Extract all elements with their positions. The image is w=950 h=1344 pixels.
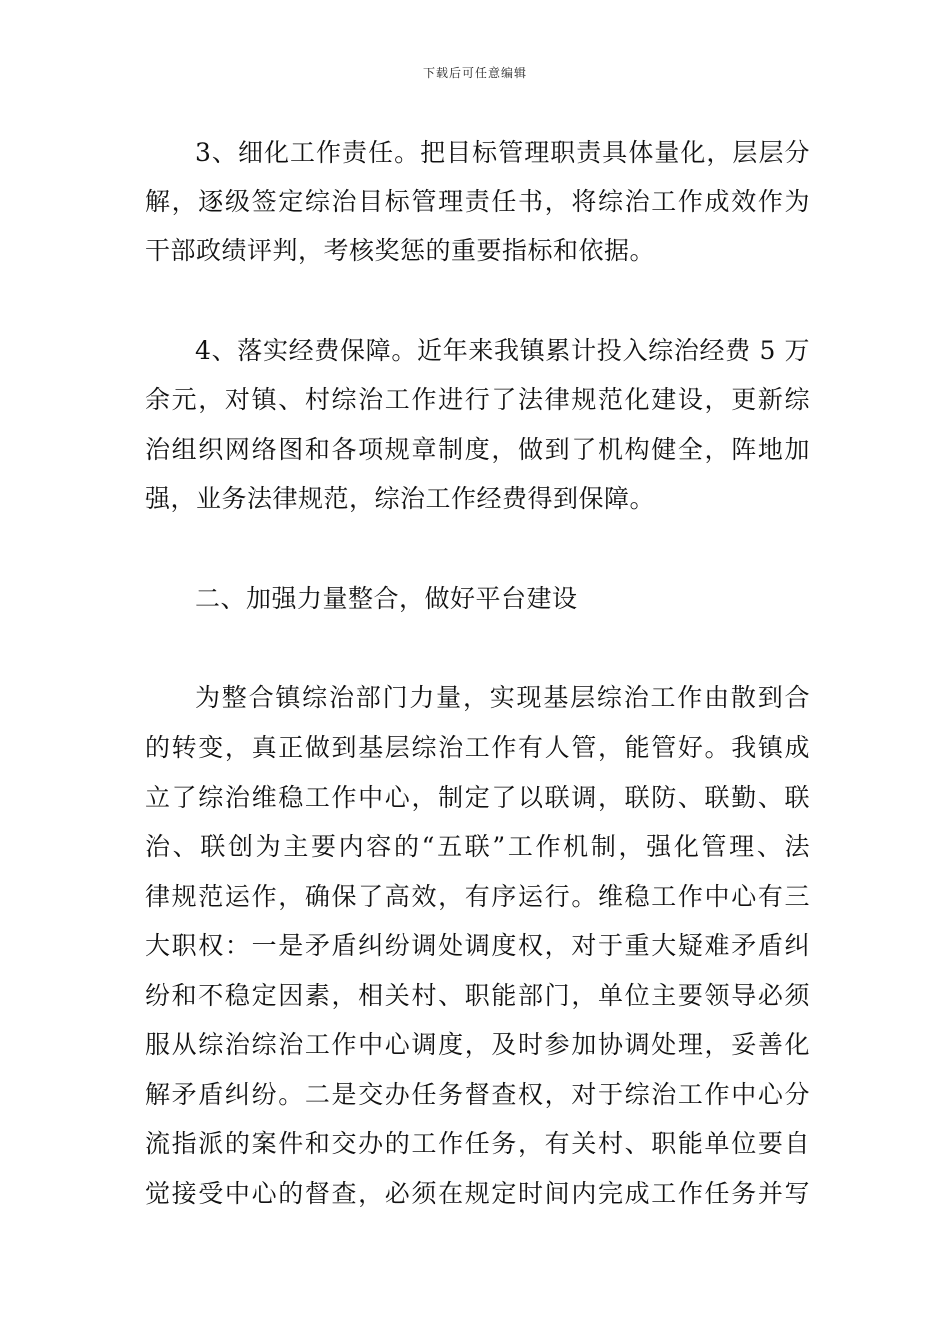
text-line: 服从综治综治工作中心调度，及时参加协调处理，妥善化 bbox=[145, 1030, 810, 1059]
text-line: 余元，对镇、村综治工作进行了法律规范化建设，更新综 bbox=[145, 385, 810, 414]
text-line: 为整合镇综治部门力量，实现基层综治工作由散到合 bbox=[195, 683, 810, 712]
page-header: 下载后可任意编辑 bbox=[422, 66, 527, 80]
text-line: 觉接受中心的督查，必须在规定时间内完成工作任务并写 bbox=[145, 1179, 810, 1208]
text-line: 立了综治维稳工作中心，制定了以联调，联防、联勤、联 bbox=[145, 783, 810, 812]
text-line: 大职权：一是矛盾纠纷调处调度权，对于重大疑难矛盾纠 bbox=[145, 931, 810, 960]
text-line: 治、联创为主要内容的“五联”工作机制，强化管理、法 bbox=[145, 832, 810, 861]
text-line: 3、细化工作责任。把目标管理职责具体量化，层层分 bbox=[195, 138, 810, 167]
text-line: 流指派的案件和交办的工作任务，有关村、职能单位要自 bbox=[145, 1129, 810, 1158]
section-heading: 二、加强力量整合，做好平台建设 bbox=[195, 584, 578, 613]
text-line: 解，逐级签定综治目标管理责任书，将综治工作成效作为 bbox=[145, 187, 810, 216]
text-line: 干部政绩评判，考核奖惩的重要指标和依据。 bbox=[145, 236, 656, 265]
text-line: 治组织网络图和各项规章制度，做到了机构健全，阵地加 bbox=[145, 435, 810, 464]
text-line: 纷和不稳定因素，相关村、职能部门，单位主要领导必须 bbox=[145, 981, 810, 1010]
text-line: 的转变，真正做到基层综治工作有人管，能管好。我镇成 bbox=[145, 733, 810, 762]
text-line: 4、落实经费保障。近年来我镇累计投入综治经费 5 万 bbox=[195, 336, 810, 365]
text-line: 强，业务法律规范，综治工作经费得到保障。 bbox=[145, 484, 656, 513]
text-line: 律规范运作，确保了高效，有序运行。维稳工作中心有三 bbox=[145, 882, 810, 911]
text-line: 解矛盾纠纷。二是交办任务督查权，对于综治工作中心分 bbox=[145, 1080, 810, 1109]
